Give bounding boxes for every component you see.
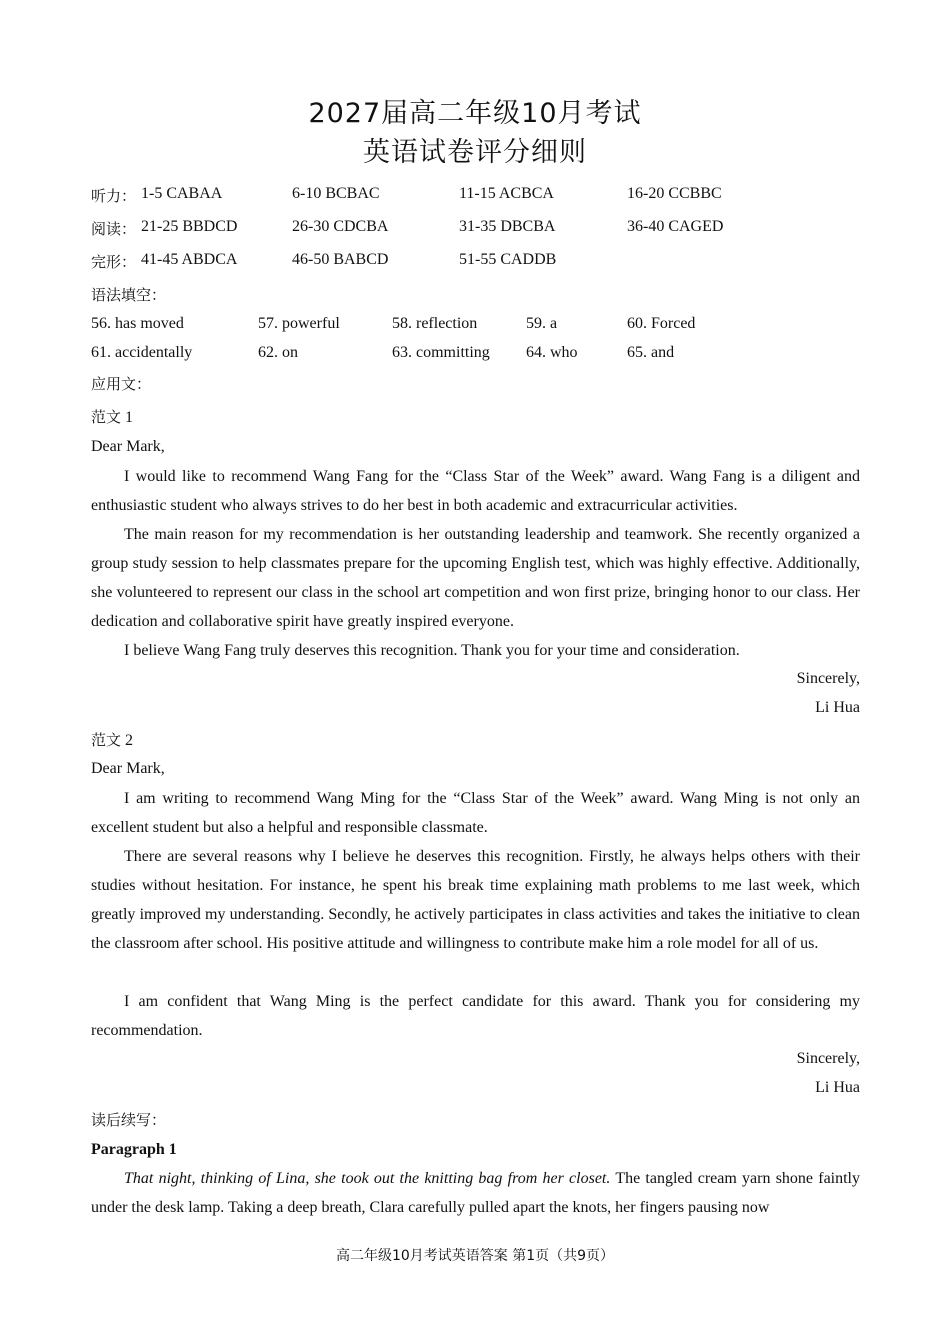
letter-signature: Li Hua [815,699,860,716]
grammar-answer: 62. on [258,344,298,361]
answer-group: 6-10 BCBAC [292,185,380,202]
answer-group: 46-50 BABCD [292,251,389,268]
answer-group: 51-55 CADDB [459,251,557,268]
letter-closing: Sincerely, [796,670,860,687]
page-footer: 高二年级10月考试英语答案 第1页（共9页） [335,1248,615,1264]
listening-answers [91,185,871,209]
grammar-row [91,315,871,339]
paragraph-heading: Paragraph 1 [91,1141,177,1158]
continuation-text: The tangled cream yarn shone faintly under the desk lamp. Taking a deep breath, Clara carefully pulled apart the knots, her fingers pausing now [91,1170,861,1216]
letter-paragraph: I would like to recommend Wang Fang for the “Class Star of the Week” award. Wang Fang is a diligent and enthusiastic student who always strives to do her best in both academic and extracurricular activities. [91,468,860,514]
answer-group: 11-15 ACBCA [459,185,554,202]
cloze-label: 完形： [91,253,137,271]
grammar-answer: 60. Forced [627,315,696,332]
grammar-answer: 58. reflection [392,315,478,332]
continuation-label: 读后续写： [91,1111,167,1129]
writing-label: 应用文： [91,375,152,393]
grammar-answer: 63. committing [392,344,490,361]
grammar-answer: 56. has moved [91,315,184,332]
sample-label-text: 范文 [91,731,122,749]
answer-group: 16-20 CCBBC [627,185,722,202]
letter-greeting: Dear Mark, [91,438,165,455]
answer-group: 31-35 DBCBA [459,218,556,235]
answer-group: 21-25 BBDCD [141,218,238,235]
answer-group: 1-5 CABAA [141,185,223,202]
letter-paragraph: I am writing to recommend Wang Ming for the “Class Star of the Week” award. Wang Ming is not only an excellent student but also a helpful and responsible classmate. [91,790,860,836]
sample-label-number: 1 [125,409,134,426]
letter-paragraph: I believe Wang Fang truly deserves this recognition. Thank you for your time and consideration. [124,642,740,659]
grammar-row [91,344,871,368]
reading-answers [91,218,871,242]
letter-closing: Sincerely, [796,1050,860,1067]
cloze-answers [91,251,871,275]
answer-group: 41-45 ABDCA [141,251,238,268]
sample-label-number: 2 [125,732,134,749]
listening-label: 听力： [91,187,137,205]
reading-label: 阅读： [91,220,137,238]
answer-group: 36-40 CAGED [627,218,724,235]
continuation-paragraph [91,1164,860,1222]
sample-essay-2-label [91,729,133,750]
letter-paragraph: I am confident that Wang Ming is the perfect candidate for this award. Thank you for considering my recommendation. [91,993,860,1039]
grammar-answer: 65. and [627,344,675,361]
page-subtitle: 英语试卷评分细则 [363,137,587,168]
grammar-answer: 61. accidentally [91,344,193,361]
given-opening-sentence: That night, thinking of Lina, she took out the knitting bag from her closet. [124,1170,611,1187]
sample-label-text: 范文 [91,408,122,426]
grammar-label: 语法填空： [91,286,167,304]
letter-greeting: Dear Mark, [91,760,165,777]
letter-paragraph: The main reason for my recommendation is her outstanding leadership and teamwork. She recently organized a group study session to help classmates prepare for the upcoming English test, which was highly effective. Additionally, she volunteered to represent our class in the school art competition and won first prize, bringing honor to our class. Her dedication and collaborative spirit have greatly inspired everyone. [91,526,860,630]
page-title: 2027届高二年级10月考试 [308,98,642,129]
grammar-answer: 57. powerful [258,315,340,332]
grammar-answer: 59. a [526,315,558,332]
letter-paragraph: There are several reasons why I believe he deserves this recognition. Firstly, he always helps others with their studies without hesitation. For instance, he spent his break time explaining math problems to me last week, which greatly improved my understanding. Secondly, he actively participates in class activities and takes the initiative to clean the classroom after school. His positive attitude and willingness to contribute make him a role model for all of us. [91,848,860,952]
letter-signature: Li Hua [815,1079,860,1096]
grammar-answer: 64. who [526,344,578,361]
answer-group: 26-30 CDCBA [292,218,389,235]
sample-essay-1-label [91,406,133,427]
